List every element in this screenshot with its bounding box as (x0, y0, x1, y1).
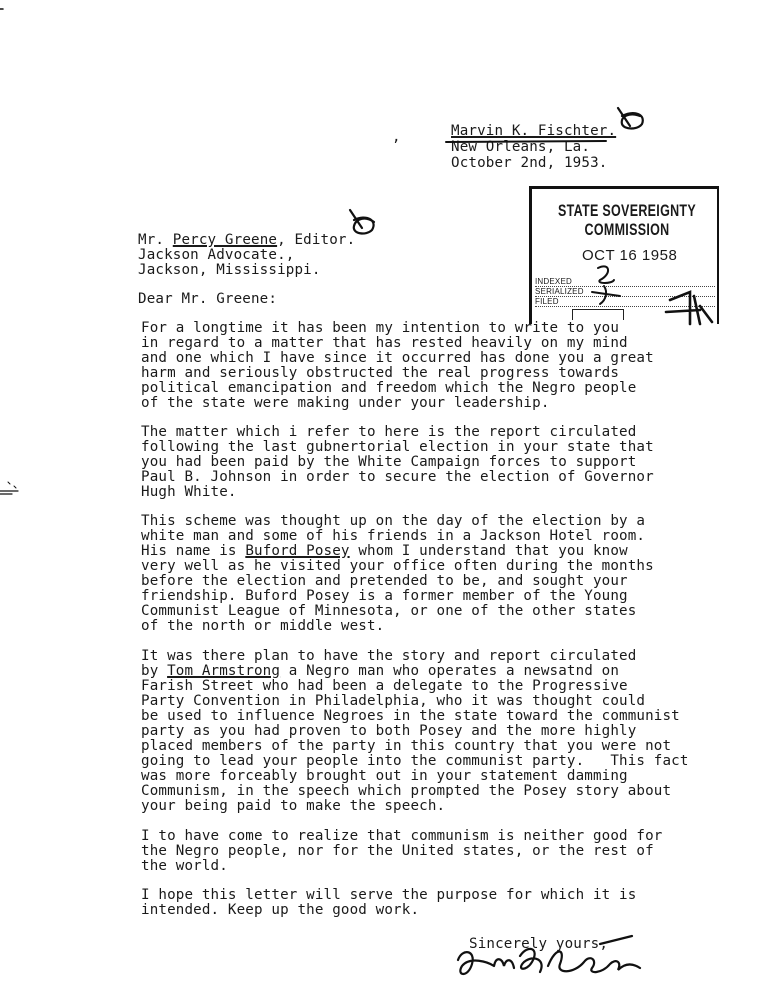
sender-name: Marvin K. Fischter. (451, 123, 617, 139)
addressee-prefix: Mr. (138, 232, 173, 248)
body-line: of the state were making under your leadership. (141, 395, 550, 411)
body-line: the Negro people, nor for the United states, or the rest of (141, 843, 654, 859)
addressee-line-2: Jackson Advocate., (138, 247, 295, 263)
addressee-line-3: Jackson, Mississippi. (138, 262, 321, 278)
stamp-row-serialized: SERIALIZED (535, 287, 715, 297)
body-line-end: whom I understand that you know (349, 543, 628, 559)
check-mark (618, 108, 643, 129)
sender-city: New Orleans, La. (451, 139, 591, 155)
body-line: placed members of the party in this country that you were not (141, 738, 672, 754)
closing: Sincerely yours, (469, 936, 609, 952)
body-line: I hope this letter will serve the purpose for which it is (141, 887, 637, 903)
addressee-name: Percy Greene (172, 232, 278, 248)
body-line: political emancipation and freedom which the Negro people (141, 380, 637, 396)
body-line: friendship. Buford Posey is a former member of the Young (141, 588, 628, 604)
body-line-end: a Negro man who operates a newsatnd on (280, 663, 620, 679)
posey-name: Buford Posey (245, 543, 350, 559)
body-line: harm and seriously obstructed the real progress towards (141, 365, 620, 381)
body-line: following the last gubnertorial election in your state that (141, 439, 654, 455)
body-line: intended. Keep up the good work. (141, 902, 420, 918)
greeting: Dear Mr. Greene: (138, 291, 278, 307)
body-line: going to lead your people into the communist party. This fact (141, 753, 689, 769)
body-line: be used to influence Negroes in the state toward the communist (141, 708, 680, 724)
addressee-line-1 (138, 233, 355, 248)
body-line: your being paid to make the speech. (141, 798, 446, 814)
body-line: very well as he visited your office often during the months (141, 558, 654, 574)
stray-comma: , (392, 129, 401, 145)
stamp-row-indexed: INDEXED (535, 277, 715, 287)
body-line: you had been paid by the White Campaign forces to support (141, 454, 637, 470)
body-line: white man and some of his friends in a Jackson Hotel room. (141, 528, 646, 544)
check-mark (350, 210, 374, 233)
body-line: I to have come to realize that communism is neither good for (141, 828, 663, 844)
body-line: Paul B. Johnson in order to secure the election of Governor (141, 469, 654, 485)
body-line: in regard to a matter that has rested heavily on my mind (141, 335, 628, 351)
letter-date: October 2nd, 1953. (451, 155, 608, 171)
armstrong-name: Tom Armstrong (167, 663, 281, 679)
body-line: Communist League of Minnesota, or one of the other states (141, 603, 637, 619)
body-line-start: His name is (141, 543, 246, 559)
body-line: The matter which i refer to here is the report circulated (141, 424, 637, 440)
stamp-row-filed: FILED (535, 297, 715, 307)
body-line: the world. (141, 858, 228, 874)
stamp-title: STATE SOVEREIGNTY COMMISSION (558, 201, 696, 239)
stamp-box (572, 309, 624, 320)
addressee-suffix: , Editor. (277, 232, 356, 248)
body-line: party as you had proven to both Posey and the more highly (141, 723, 637, 739)
body-line: For a longtime it has been my intention to write to you (141, 320, 620, 336)
scan-edge-mark (8, 482, 16, 488)
body-line (141, 544, 628, 559)
body-line: before the election and pretended to be, and sought your (141, 573, 628, 589)
received-stamp (529, 186, 719, 324)
body-line: Communism, in the speech which prompted the Posey story about (141, 783, 672, 799)
stamp-date: OCT 16 1958 (582, 247, 678, 264)
body-line: of the north or middle west. (141, 618, 385, 634)
body-line: was more forceably brought out in your statement damming (141, 768, 628, 784)
scan-edge-mark (0, 491, 18, 494)
body-line (141, 664, 619, 679)
body-line: Party Convention in Philadelphia, who it was thought could (141, 693, 646, 709)
body-line: and one which I have since it occurred has done you a great (141, 350, 654, 366)
body-line-start: by (141, 663, 168, 679)
body-line: It was there plan to have the story and report circulated (141, 648, 637, 664)
body-line: Farish Street who had been a delegate to the Progressive (141, 678, 628, 694)
body-line: This scheme was thought up on the day of the election by a (141, 513, 646, 529)
body-line: Hugh White. (141, 484, 237, 500)
